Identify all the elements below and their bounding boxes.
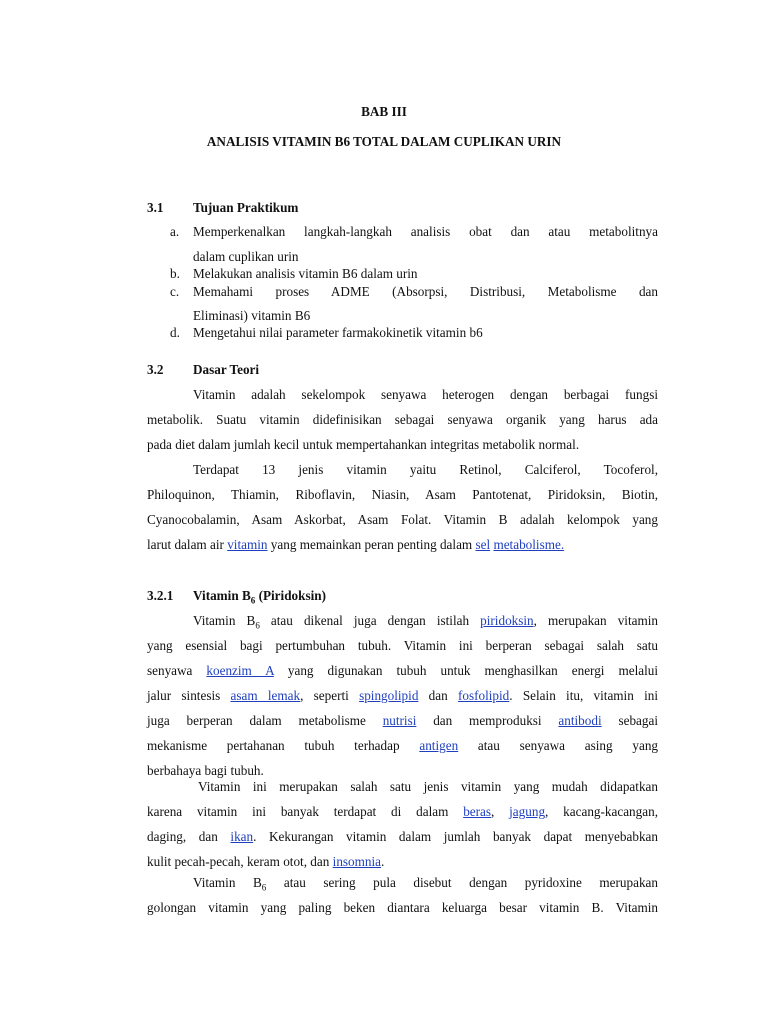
paragraph-line: kulit pecah-pecah, keram otot, dan insomnia. <box>147 854 385 869</box>
list-marker: c. <box>170 284 180 299</box>
link-metabolisme[interactable]: metabolisme. <box>493 537 565 552</box>
paragraph-line: mekanisme pertahanan tubuh terhadap antigen atau senyawa asing yang <box>147 738 659 753</box>
list-item-text: Memperkenalkan langkah-langkah analisis obat dan atau metabolitnya <box>193 224 658 239</box>
paragraph-line: Terdapat 13 jenis vitamin yaitu Retinol, Calciferol, Tocoferol, <box>193 462 658 477</box>
section-heading: Vitamin $B_6$ (Piridoksin) <box>193 588 326 606</box>
paragraph-line: Vitamin $B_6$ atau sering pula disebut dengan pyridoxine merupakan <box>193 875 658 893</box>
link-koenzim-a[interactable]: koenzim A <box>206 663 274 678</box>
list-item-text: Eliminasi) vitamin B6 <box>193 308 311 323</box>
link-asam-lemak[interactable]: asam lemak <box>230 688 301 703</box>
link-antibodi[interactable]: antibodi <box>558 713 602 728</box>
link-spingolipid[interactable]: spingolipid <box>359 688 419 703</box>
link-piridoksin[interactable]: piridoksin <box>480 613 534 628</box>
list-marker: d. <box>170 325 180 340</box>
section-heading: Dasar Teori <box>193 362 260 377</box>
section-number: 3.1 <box>147 200 164 215</box>
paragraph-line: Vitamin adalah sekelompok senyawa heterogen dengan berbagai fungsi <box>193 387 658 402</box>
chapter-title: ANALISIS VITAMIN B6 TOTAL DALAM CUPLIKAN URIN <box>206 134 562 149</box>
paragraph-line: Vitamin $B_6$ atau dikenal juga dengan istilah piridoksin, merupakan vitamin <box>193 613 658 631</box>
paragraph-line: Cyanocobalamin, Asam Askorbat, Asam Folat. Vitamin B adalah kelompok yang <box>147 512 658 527</box>
link-fosfolipid[interactable]: fosfolipid <box>457 688 510 703</box>
link-jagung[interactable]: jagung <box>509 804 546 819</box>
paragraph-line: golongan vitamin yang paling beken diantara keluarga besar vitamin B. Vitamin <box>147 900 658 915</box>
paragraph-line: daging, dan ikan. Kekurangan vitamin dalam jumlah banyak dapat menyebabkan <box>147 829 658 844</box>
list-item-text: Memahami proses ADME (Absorpsi, Distribusi, Metabolisme dan <box>193 284 658 299</box>
chapter-label: BAB III <box>361 104 407 119</box>
link-insomnia[interactable]: insomnia <box>332 854 382 869</box>
paragraph-line: yang esensial bagi pertumbuhan tubuh. Vitamin ini berperan sebagai salah satu <box>147 638 658 653</box>
list-item-text: dalam cuplikan urin <box>193 249 299 264</box>
section-heading: Tujuan Praktikum <box>193 200 299 215</box>
link-ikan[interactable]: ikan <box>230 829 254 844</box>
link-antigen[interactable]: antigen <box>419 738 459 753</box>
paragraph-line: Philoquinon, Thiamin, Riboflavin, Niasin, Asam Pantotenat, Piridoksin, Biotin, <box>147 487 658 502</box>
list-item-text: Mengetahui nilai parameter farmakokinetik vitamin b6 <box>193 325 483 340</box>
link-beras[interactable]: beras <box>463 804 492 819</box>
paragraph-line: juga berperan dalam metabolisme nutrisi dan memproduksi antibodi sebagai <box>147 713 658 728</box>
section-number: 3.2.1 <box>147 588 174 603</box>
paragraph-line: larut dalam air vitamin yang memainkan peran penting dalam sel metabolisme. <box>147 537 565 552</box>
paragraph-line: metabolik. Suatu vitamin didefinisikan sebagai senyawa organik yang harus ada <box>147 412 658 427</box>
section-number: 3.2 <box>147 362 164 377</box>
list-marker: a. <box>170 224 180 239</box>
link-vitamin[interactable]: vitamin <box>227 537 268 552</box>
paragraph-line: jalur sintesis asam lemak, seperti spingolipid dan fosfolipid. Selain itu, vitamin ini <box>147 688 658 703</box>
link-nutrisi[interactable]: nutrisi <box>382 713 417 728</box>
paragraph-line: Vitamin ini merupakan salah satu jenis vitamin yang mudah didapatkan <box>198 779 658 794</box>
link-sel[interactable]: sel <box>475 537 491 552</box>
list-marker: b. <box>170 266 180 281</box>
paragraph-line: pada diet dalam jumlah kecil untuk mempertahankan integritas metabolik normal. <box>147 437 580 452</box>
paragraph-line: senyawa koenzim A yang digunakan tubuh untuk menghasilkan energi melalui <box>147 663 659 678</box>
paragraph-line: karena vitamin ini banyak terdapat di dalam beras, jagung, kacang-kacangan, <box>147 804 658 819</box>
paragraph-line: berbahaya bagi tubuh. <box>147 763 264 778</box>
list-item-text: Melakukan analisis vitamin B6 dalam urin <box>193 266 418 281</box>
